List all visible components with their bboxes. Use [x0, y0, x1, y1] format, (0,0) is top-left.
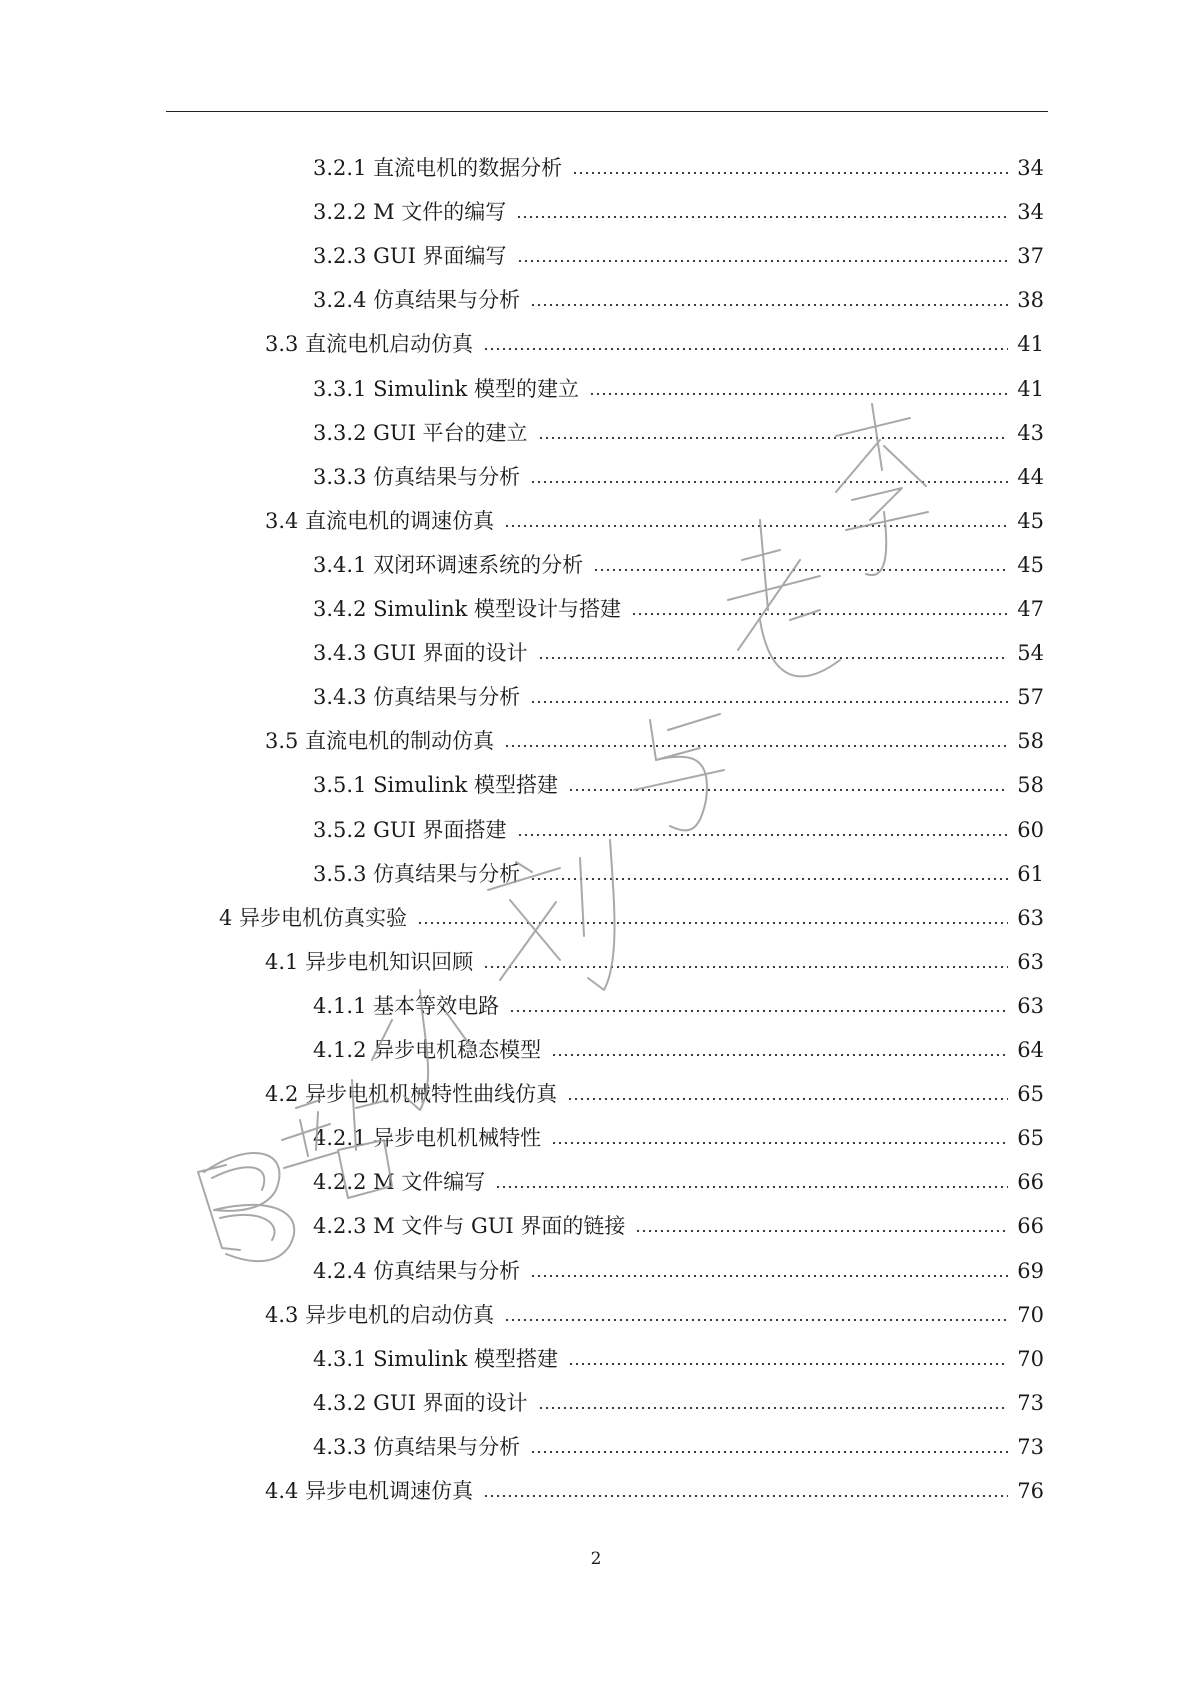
toc-dot-leader: [504, 525, 1008, 527]
toc-entry-title: 4.1.1 基本等效电路: [313, 993, 500, 1018]
toc-dot-leader: [530, 1275, 1008, 1277]
toc-entry-page: 58: [1017, 729, 1044, 754]
toc-entry-page: 58: [1017, 773, 1044, 798]
toc-dot-leader: [483, 348, 1008, 350]
toc-entry[interactable]: [313, 418, 1044, 448]
toc-entry[interactable]: [313, 1167, 1044, 1197]
toc-entry-title: 3.4.3 GUI 界面的设计: [313, 641, 528, 666]
toc-entry[interactable]: [313, 462, 1044, 492]
toc-entry-page: 34: [1017, 200, 1044, 225]
toc-entry-page: 57: [1017, 685, 1044, 710]
toc-entry[interactable]: [265, 947, 1044, 977]
toc-entry-page: 47: [1017, 597, 1044, 621]
toc-entry-title: 3.3.2 GUI 平台的建立: [313, 420, 528, 445]
toc-entry[interactable]: [313, 991, 1044, 1021]
toc-entry[interactable]: [313, 374, 1044, 404]
toc-entry[interactable]: [313, 1432, 1044, 1462]
toc-entry-title: 4 异步电机仿真实验: [219, 905, 408, 930]
toc-entry-title: 3.4.2 Simulink 模型设计与搭建: [313, 597, 622, 621]
toc-dot-leader: [517, 834, 1008, 836]
toc-entry-title: 4.2.3 M 文件与 GUI 界面的链接: [313, 1214, 626, 1239]
toc-entry[interactable]: [313, 1211, 1044, 1241]
toc-entry-title: 4.2 异步电机机械特性曲线仿真: [265, 1082, 558, 1107]
toc-entry-title: 3.2.3 GUI 界面编写: [313, 244, 507, 269]
toc-dot-leader: [530, 1451, 1008, 1453]
toc-entry-title: 3.3.3 仿真结果与分析: [313, 464, 521, 489]
toc-entry-page: 45: [1017, 552, 1044, 577]
toc-entry-page: 73: [1017, 1434, 1044, 1459]
toc-entry-title: 4.3.3 仿真结果与分析: [313, 1434, 521, 1459]
toc-entry-title: 3.2.2 M 文件的编写: [313, 200, 507, 225]
toc-entry-page: 34: [1017, 156, 1044, 180]
toc-entry-title: 3.5.1 Simulink 模型搭建: [313, 773, 559, 798]
toc-entry-title: 4.3.2 GUI 界面的设计: [313, 1390, 528, 1415]
toc-entry[interactable]: [313, 682, 1044, 712]
toc-dot-leader: [568, 1363, 1008, 1365]
toc-entry[interactable]: [313, 153, 1044, 183]
toc-dot-leader: [551, 1142, 1008, 1144]
toc-dot-leader: [572, 172, 1008, 174]
toc-dot-leader: [530, 878, 1008, 880]
toc-dot-leader: [530, 304, 1008, 306]
toc-entry-page: 61: [1017, 861, 1044, 886]
toc-dot-leader: [589, 393, 1008, 395]
toc-dot-leader: [635, 1230, 1008, 1232]
toc-dot-leader: [538, 657, 1008, 659]
toc-dot-leader: [495, 1186, 1008, 1188]
toc-entry[interactable]: [313, 770, 1044, 800]
toc-dot-leader: [509, 1010, 1008, 1012]
toc-entry[interactable]: [265, 1476, 1044, 1506]
toc-entry-title: 4.3 异步电机的启动仿真: [265, 1302, 495, 1327]
toc-entry[interactable]: [265, 506, 1044, 536]
toc-entry-page: 41: [1017, 332, 1044, 357]
toc-entry-title: 4.3.1 Simulink 模型搭建: [313, 1346, 559, 1371]
toc-entry-page: 65: [1017, 1126, 1044, 1151]
toc-dot-leader: [551, 1054, 1008, 1056]
toc-entry[interactable]: [313, 197, 1044, 227]
toc-entry-title: 3.2.1 直流电机的数据分析: [313, 156, 563, 180]
toc-entry-page: 63: [1017, 949, 1044, 974]
toc-entry[interactable]: [219, 903, 1044, 933]
toc-entry-title: 3.4.1 双闭环调速系统的分析: [313, 552, 584, 577]
toc-entry-title: 3.4.3 仿真结果与分析: [313, 685, 521, 710]
toc-entry-page: 63: [1017, 905, 1044, 930]
toc-entry-page: 54: [1017, 641, 1044, 666]
toc-entry[interactable]: [265, 329, 1044, 359]
toc-entry-page: 43: [1017, 420, 1044, 445]
toc-entry-page: 70: [1017, 1346, 1044, 1371]
toc-entry-title: 3.5.2 GUI 界面搭建: [313, 817, 507, 842]
toc-entry-page: 38: [1017, 288, 1044, 313]
page-number: 2: [590, 1549, 602, 1569]
toc-entry[interactable]: [313, 638, 1044, 668]
toc-entry[interactable]: [313, 1388, 1044, 1418]
toc-dot-leader: [568, 789, 1008, 791]
toc-entry-page: 65: [1017, 1082, 1044, 1107]
toc-entry-page: 66: [1017, 1170, 1044, 1195]
toc-entry-page: 76: [1017, 1479, 1044, 1503]
toc-dot-leader: [593, 569, 1008, 571]
toc-dot-leader: [504, 745, 1008, 747]
toc-dot-leader: [538, 437, 1008, 439]
toc-dot-leader: [417, 922, 1008, 924]
toc-entry[interactable]: [313, 241, 1044, 271]
toc-entry[interactable]: [313, 285, 1044, 315]
toc-entry[interactable]: [313, 1123, 1044, 1153]
toc-entry-page: 69: [1017, 1258, 1044, 1283]
toc-entry[interactable]: [313, 1256, 1044, 1286]
toc-entry-page: 73: [1017, 1390, 1044, 1415]
toc-entry-title: 4.1 异步电机知识回顾: [265, 949, 474, 974]
toc-entry-title: 4.2.4 仿真结果与分析: [313, 1258, 521, 1283]
toc-dot-leader: [538, 1407, 1008, 1409]
toc-entry-title: 4.2.2 M 文件编写: [313, 1170, 486, 1195]
toc-entry[interactable]: [265, 1300, 1044, 1330]
toc-entry[interactable]: [313, 815, 1044, 845]
toc-entry-title: 4.2.1 异步电机机械特性: [313, 1126, 542, 1151]
toc-dot-leader: [631, 613, 1008, 615]
toc-entry-title: 3.4 直流电机的调速仿真: [265, 508, 495, 533]
toc-entry[interactable]: [313, 1344, 1044, 1374]
toc-entry-title: 3.3.1 Simulink 模型的建立: [313, 376, 580, 401]
toc-entry-page: 64: [1017, 1038, 1044, 1062]
toc-dot-leader: [504, 1319, 1008, 1321]
toc-entry-title: 4.4 异步电机调速仿真: [265, 1479, 474, 1503]
toc-entry-title: 3.2.4 仿真结果与分析: [313, 288, 521, 313]
toc-entry[interactable]: [313, 859, 1044, 889]
toc-dot-leader: [516, 216, 1008, 218]
toc-entry-title: 3.3 直流电机启动仿真: [265, 332, 474, 357]
toc-entry-title: 3.5 直流电机的制动仿真: [265, 729, 495, 754]
toc-dot-leader: [483, 966, 1008, 968]
toc-entry[interactable]: [313, 594, 1044, 624]
toc-entry[interactable]: [313, 1035, 1044, 1065]
toc-entry-page: 45: [1017, 508, 1044, 533]
toc-dot-leader: [530, 481, 1008, 483]
toc-entry-page: 60: [1017, 817, 1044, 842]
toc-dot-leader: [483, 1495, 1008, 1497]
toc-entry-page: 41: [1017, 376, 1044, 401]
toc-dot-leader: [517, 260, 1008, 262]
toc-entry-page: 63: [1017, 993, 1044, 1018]
toc-entry[interactable]: [265, 726, 1044, 756]
toc-entry[interactable]: [313, 550, 1044, 580]
toc-dot-leader: [567, 1098, 1008, 1100]
toc-entry-title: 3.5.3 仿真结果与分析: [313, 861, 521, 886]
toc-dot-leader: [530, 701, 1008, 703]
toc-entry-page: 70: [1017, 1302, 1044, 1327]
toc-entry-title: 4.1.2 异步电机稳态模型: [313, 1038, 542, 1062]
toc-entry[interactable]: [265, 1079, 1044, 1109]
toc-entry-page: 37: [1017, 244, 1044, 269]
toc-entry-page: 66: [1017, 1214, 1044, 1239]
toc-entry-page: 44: [1017, 464, 1044, 489]
